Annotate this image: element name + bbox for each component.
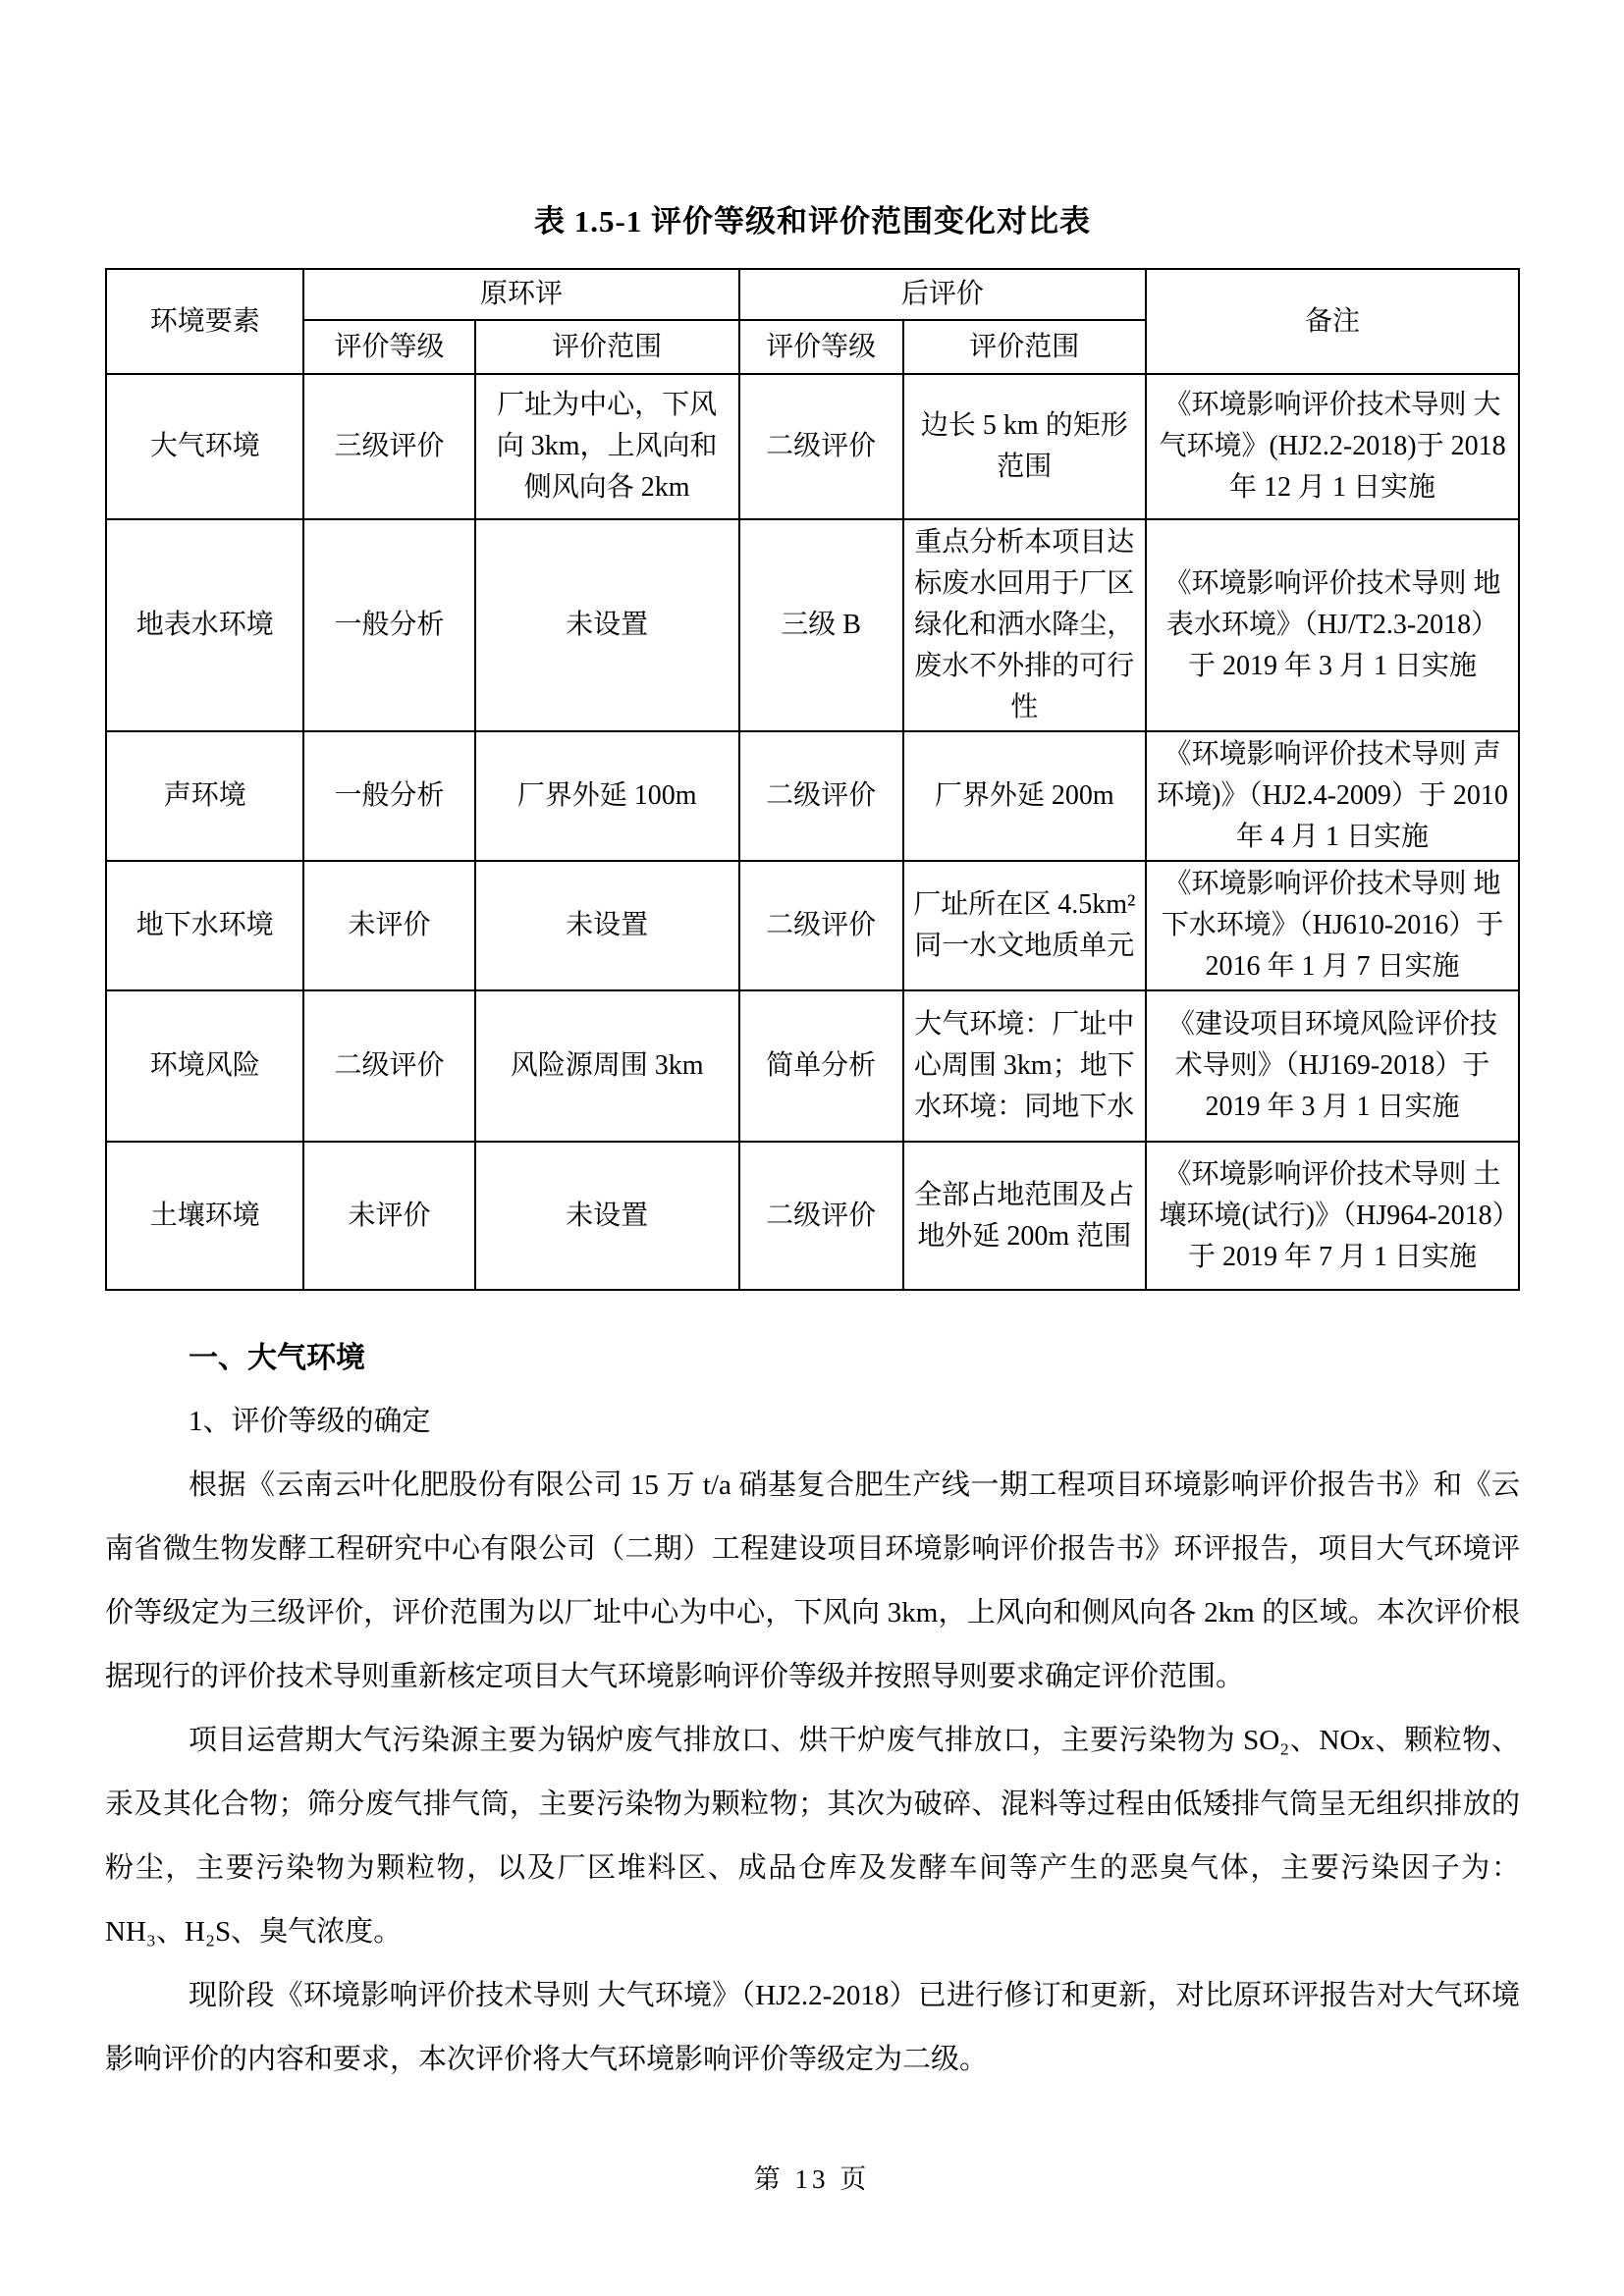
remark-cell: 《环境影响评价技术导则 地表水环境》（HJ/T2.3-2018）于 2019 年 3 月 1 日实施 [1146, 519, 1519, 731]
col-header-post-grade: 评价等级 [739, 320, 903, 374]
col-header-post-eia: 后评价 [739, 269, 1146, 320]
comparison-table [105, 268, 1520, 1291]
table-row-atmosphere [106, 374, 1519, 519]
post-grade-cell: 三级 B [739, 519, 903, 731]
orig-grade-cell: 一般分析 [303, 731, 474, 861]
orig-scope-cell: 风险源周围 3km [475, 990, 739, 1142]
remark-cell: 《环境影响评价技术导则 地下水环境》（HJ610-2016）于 2016 年 1 月 7 日实施 [1146, 861, 1519, 990]
orig-grade-cell: 三级评价 [303, 374, 474, 519]
post-scope-cell: 边长 5 km 的矩形范围 [903, 374, 1147, 519]
orig-scope-cell: 厂界外延 100m [475, 731, 739, 861]
remark-cell: 《环境影响评价技术导则 大气环境》(HJ2.2-2018)于 2018 年 12 月 1 日实施 [1146, 374, 1519, 519]
paragraph-1: 根据《云南云叶化肥股份有限公司 15 万 t/a 硝基复合肥生产线一期工程项目环境影响评价报告书》和《云南省微生物发酵工程研究中心有限公司（二期）工程建设项目环境影响评价报告书》环评报告，项目大气环境评价等级定为三级评价，评价范围为以厂址中心为中心，下风向 3km，上风向和侧风向各 2km 的区域。本次评价根据现行的评价技术导则重新核定项目大气环境影响评价等级并按照导则要求确定评价范围。 [105, 1469, 1520, 1692]
env-element-cell: 地表水环境 [106, 519, 303, 731]
paragraph-3: 现阶段《环境影响评价技术导则 大气环境》（HJ2.2-2018）已进行修订和更新，对比原环评报告对大气环境影响评价的内容和要求，本次评价将大气环境影响评价等级定为二级。 [105, 1980, 1520, 2075]
table-row-environmental-risk [106, 990, 1519, 1142]
env-element-cell: 地下水环境 [106, 861, 303, 990]
col-header-orig-grade: 评价等级 [303, 320, 474, 374]
orig-grade-cell: 未评价 [303, 861, 474, 990]
orig-grade-cell: 二级评价 [303, 990, 474, 1142]
post-scope-cell: 厂址所在区 4.5km² 同一水文地质单元 [903, 861, 1147, 990]
post-scope-cell: 全部占地范围及占地外延 200m 范围 [903, 1142, 1147, 1290]
post-grade-cell: 简单分析 [739, 990, 903, 1142]
table-row-noise [106, 731, 1519, 861]
post-grade-cell: 二级评价 [739, 374, 903, 519]
orig-scope-cell: 未设置 [475, 519, 739, 731]
orig-scope-cell: 未设置 [475, 1142, 739, 1290]
post-grade-cell: 二级评价 [739, 861, 903, 990]
post-grade-cell: 二级评价 [739, 1142, 903, 1290]
col-header-orig-scope: 评价范围 [475, 320, 739, 374]
post-scope-cell: 厂界外延 200m [903, 731, 1147, 861]
remark-cell: 《环境影响评价技术导则 声环境)》（HJ2.4-2009）于 2010 年 4 月 1 日实施 [1146, 731, 1519, 861]
orig-scope-cell: 未设置 [475, 861, 739, 990]
orig-grade-cell: 一般分析 [303, 519, 474, 731]
env-element-cell: 土壤环境 [106, 1142, 303, 1290]
orig-scope-cell: 厂址为中心，下风向 3km，上风向和侧风向各 2km [475, 374, 739, 519]
env-element-cell: 大气环境 [106, 374, 303, 519]
table-header-row-1 [106, 269, 1519, 320]
env-element-cell: 环境风险 [106, 990, 303, 1142]
col-header-original-eia: 原环评 [303, 269, 738, 320]
orig-grade-cell: 未评价 [303, 1142, 474, 1290]
table-row-groundwater [106, 861, 1519, 990]
col-header-env-element: 环境要素 [106, 269, 303, 374]
col-header-post-scope: 评价范围 [903, 320, 1147, 374]
paragraph-2: 项目运营期大气污染源主要为锅炉废气排放口、烘干炉废气排放口，主要污染物为 SO₂、NOx、颗粒物、汞及其化合物；筛分废气排气筒，主要污染物为颗粒物；其次为破碎、混料等过程由低矮排气筒呈无组织排放的粉尘，主要污染物为颗粒物，以及厂区堆料区、成品仓库及发酵车间等产生的恶臭气体，主要污染因子为：NH₃、H₂S、臭气浓度。 [105, 1725, 1520, 1948]
post-scope-cell: 大气环境：厂址中心周围 3km；地下水环境：同地下水 [903, 990, 1147, 1142]
post-scope-cell: 重点分析本项目达标废水回用于厂区绿化和洒水降尘，废水不外排的可行性 [903, 519, 1147, 731]
body-text [105, 1326, 1520, 2092]
section-heading-atmosphere: 一、大气环境 [189, 1342, 365, 1374]
post-grade-cell: 二级评价 [739, 731, 903, 861]
subsection-heading-grade: 1、评价等级的确定 [189, 1406, 431, 1437]
table-caption: 表 1.5-1 评价等级和评价范围变化对比表 [533, 204, 1092, 239]
remark-cell: 《环境影响评价技术导则 土壤环境(试行)》（HJ964-2018）于 2019 年 7 月 1 日实施 [1146, 1142, 1519, 1290]
remark-cell: 《建设项目环境风险评价技术导则》（HJ169-2018）于 2019 年 3 月 1 日实施 [1146, 990, 1519, 1142]
page-number: 第 13 页 [753, 2164, 871, 2194]
env-element-cell: 声环境 [106, 731, 303, 861]
table-row-surface-water [106, 519, 1519, 731]
table-row-soil [106, 1142, 1519, 1290]
col-header-remark: 备注 [1146, 269, 1519, 374]
